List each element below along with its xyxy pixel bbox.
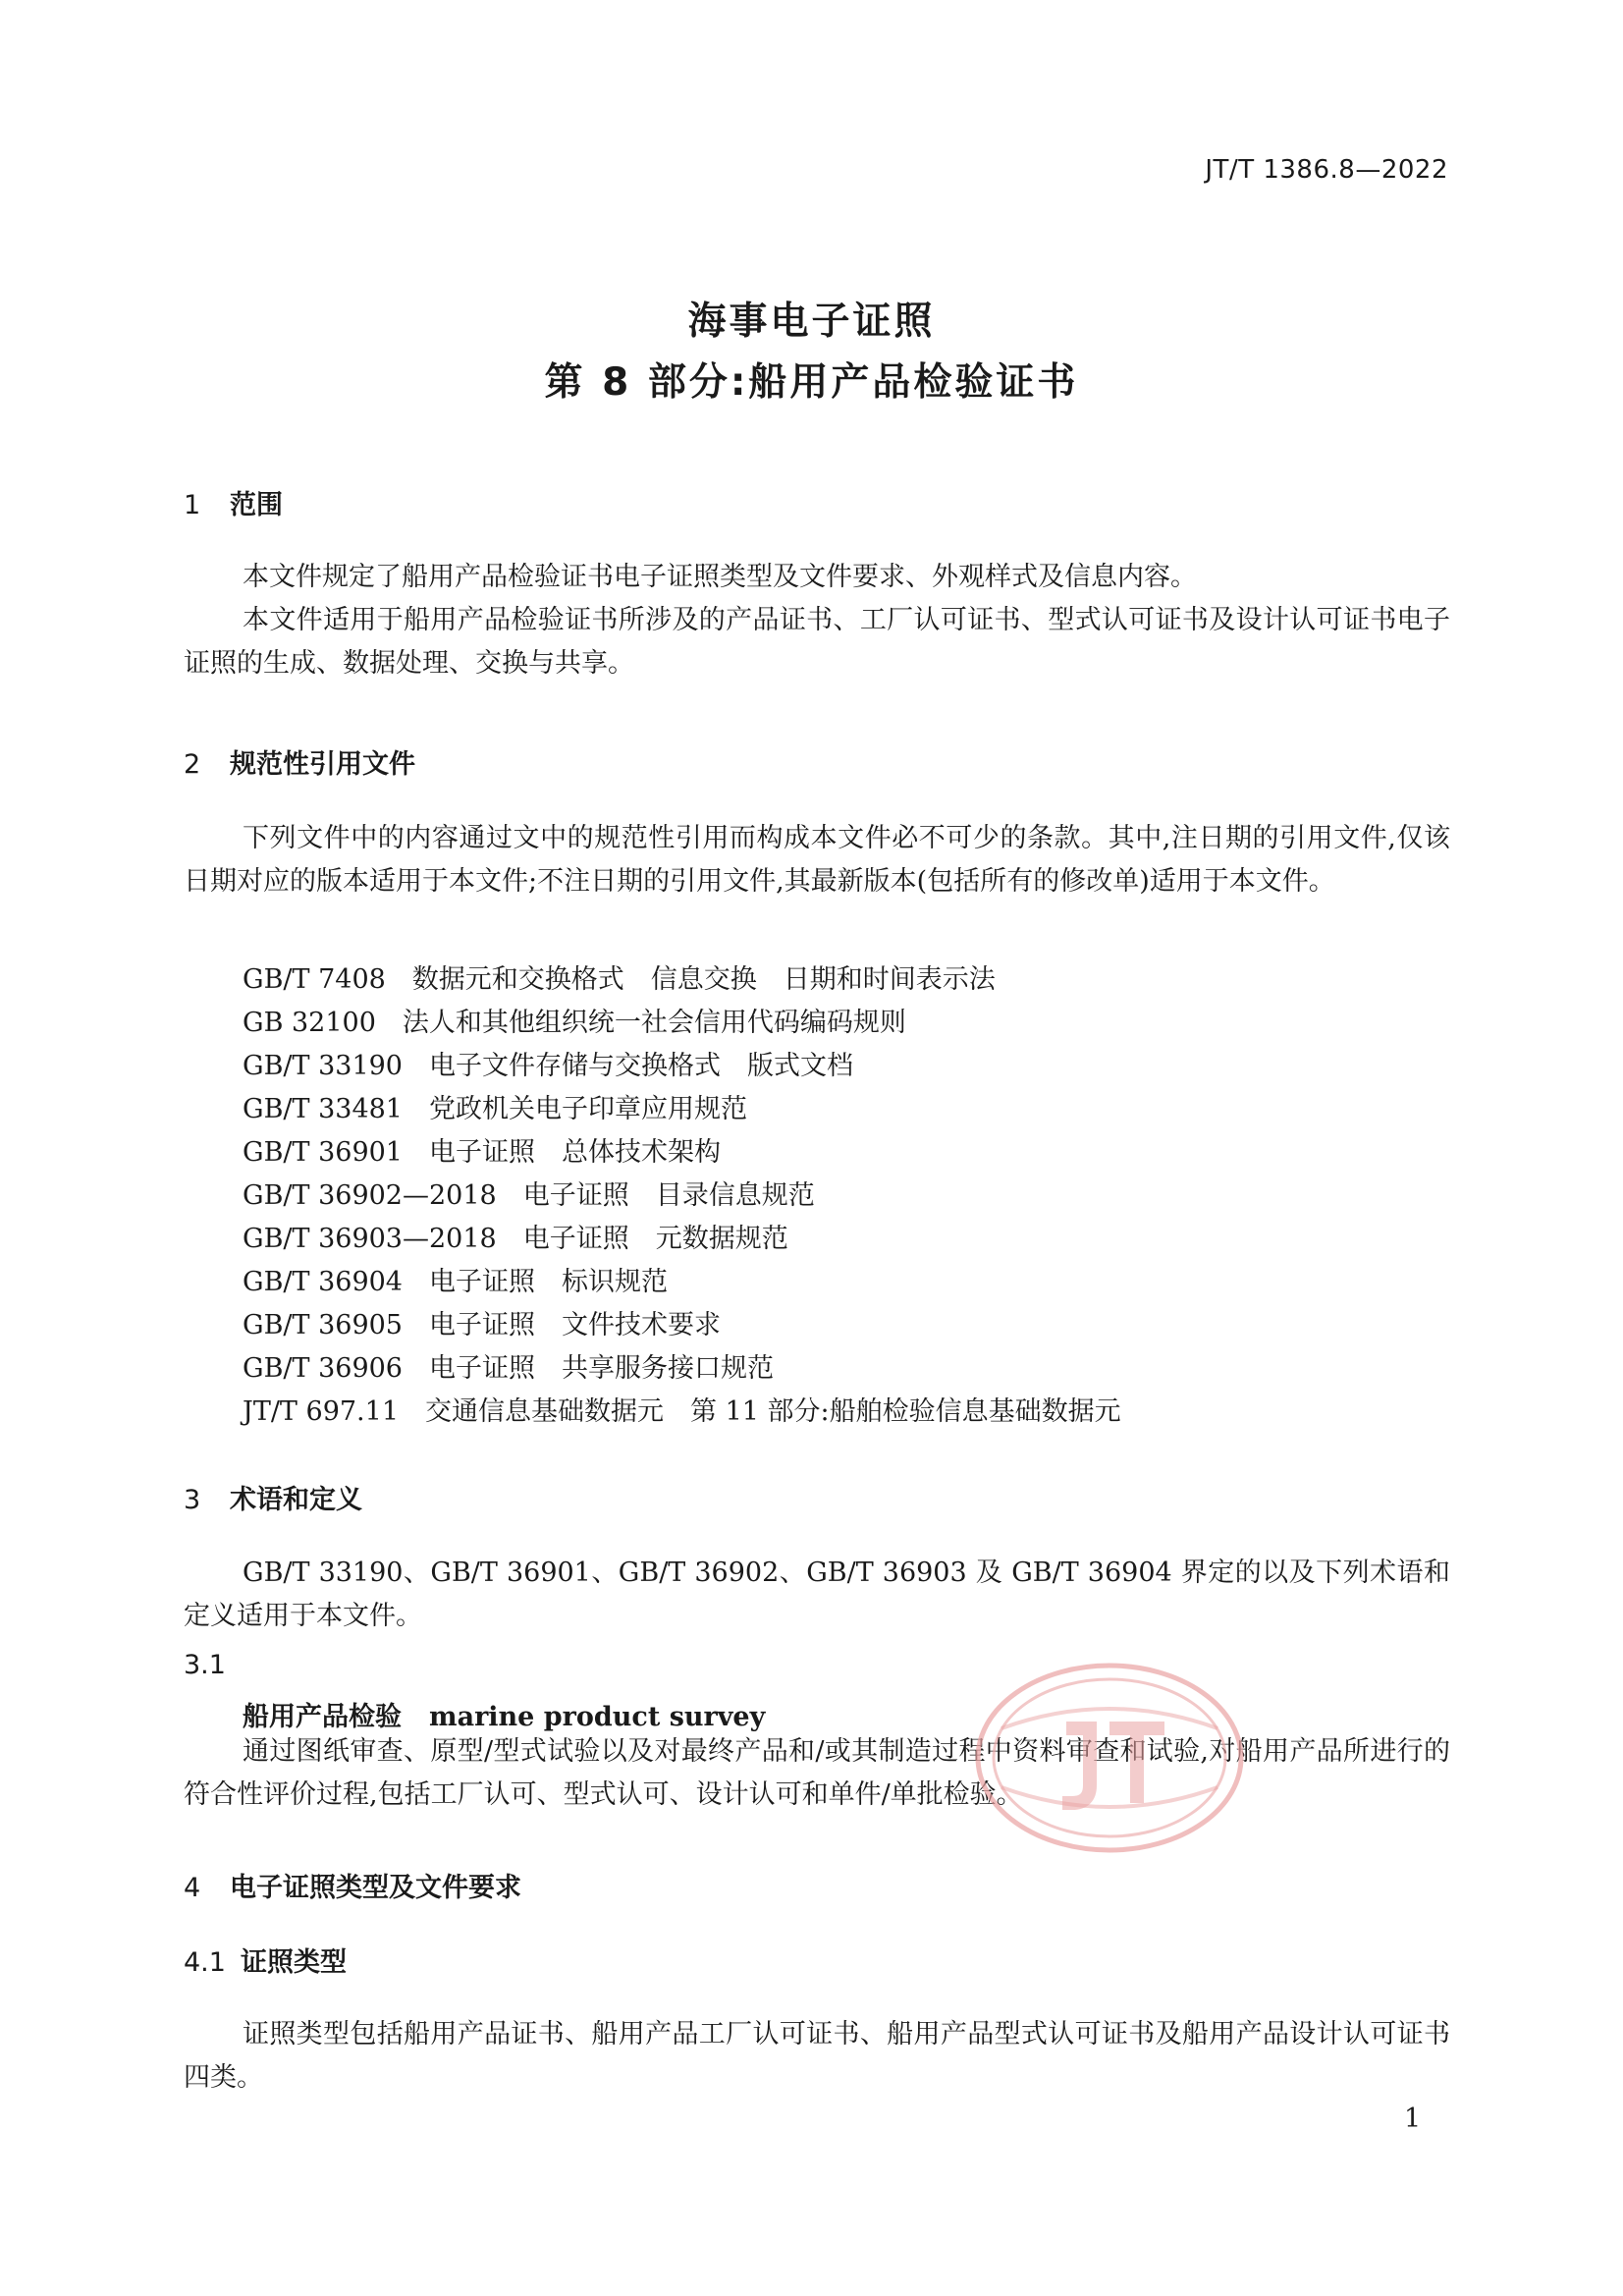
document-title-line2: 第 8 部分:船用产品检验证书 bbox=[544, 360, 1079, 405]
section-title: 电子证照类型及文件要求 bbox=[230, 1873, 521, 1903]
reference-item: GB/T 36906 电子证照 共享服务接口规范 bbox=[243, 1353, 774, 1384]
section-4-paragraph-1: 证照类型包括船用产品证书、船用产品工厂认可证书、船用产品型式认可证书及船用产品设计认可证书四类。 bbox=[184, 2019, 1450, 2093]
reference-item: GB/T 36904 电子证照 标识规范 bbox=[243, 1267, 668, 1297]
reference-item: GB/T 36902—2018 电子证照 目录信息规范 bbox=[243, 1180, 815, 1211]
page-number: 1 bbox=[1404, 2104, 1422, 2134]
section-3-heading bbox=[184, 1478, 362, 1516]
section-number: 3 bbox=[184, 1485, 201, 1515]
section-1-paragraph-1: 本文件规定了船用产品检验证书电子证照类型及文件要求、外观样式及信息内容。 bbox=[243, 562, 1197, 592]
section-1-heading bbox=[184, 483, 283, 521]
reference-item: GB 32100 法人和其他组织统一社会信用代码编码规则 bbox=[243, 1008, 906, 1038]
jt-seal-watermark-icon bbox=[972, 1660, 1247, 1856]
reference-item: GB/T 36903—2018 电子证照 元数据规范 bbox=[243, 1224, 788, 1254]
standard-code: JT/T 1386.8—2022 bbox=[1205, 155, 1448, 185]
reference-item: GB/T 7408 数据元和交换格式 信息交换 日期和时间表示法 bbox=[243, 964, 996, 995]
subsection-4-1-heading bbox=[184, 1941, 347, 1979]
reference-item: GB/T 36905 电子证照 文件技术要求 bbox=[243, 1310, 721, 1340]
term-chinese: 船用产品检验 bbox=[243, 1702, 402, 1732]
section-number: 2 bbox=[184, 749, 201, 780]
section-number: 4 bbox=[184, 1873, 201, 1903]
term-number: 3.1 bbox=[184, 1650, 226, 1680]
section-2-heading bbox=[184, 742, 415, 781]
reference-item: GB/T 33481 党政机关电子印章应用规范 bbox=[243, 1094, 747, 1124]
section-title: 规范性引用文件 bbox=[230, 749, 415, 780]
reference-item: GB/T 36901 电子证照 总体技术架构 bbox=[243, 1137, 721, 1168]
term-english: marine product survey bbox=[429, 1702, 766, 1732]
section-title: 范围 bbox=[230, 490, 283, 520]
subsection-title: 证照类型 bbox=[241, 1947, 347, 1978]
reference-item: JT/T 697.11 交通信息基础数据元 第 11 部分:船舶检验信息基础数据元 bbox=[243, 1396, 1121, 1427]
section-4-heading bbox=[184, 1866, 521, 1904]
term-definition: 通过图纸审查、原型/型式试验以及对最终产品和/或其制造过程中资料审查和试验,对船用产品所进行的符合性评价过程,包括工厂认可、型式认可、设计认可和单件/单批检验。 bbox=[184, 1736, 1450, 1810]
section-1-paragraph-2: 本文件适用于船用产品检验证书所涉及的产品证书、工厂认可证书、型式认可证书及设计认可证书电子证照的生成、数据处理、交换与共享。 bbox=[184, 605, 1450, 679]
document-title-line1: 海事电子证照 bbox=[687, 300, 936, 344]
section-title: 术语和定义 bbox=[230, 1485, 362, 1515]
term-heading bbox=[243, 1695, 765, 1733]
section-number: 1 bbox=[184, 490, 201, 520]
reference-item: GB/T 33190 电子文件存储与交换格式 版式文档 bbox=[243, 1051, 853, 1081]
subsection-number: 4.1 bbox=[184, 1947, 226, 1978]
section-3-paragraph-1: GB/T 33190、GB/T 36901、GB/T 36902、GB/T 36903 及 GB/T 36904 界定的以及下列术语和定义适用于本文件。 bbox=[184, 1558, 1450, 1631]
section-2-paragraph-1: 下列文件中的内容通过文中的规范性引用而构成本文件必不可少的条款。其中,注日期的引用文件,仅该日期对应的版本适用于本文件;不注日期的引用文件,其最新版本(包括所有的修改单)适用于本文件。 bbox=[184, 823, 1450, 897]
